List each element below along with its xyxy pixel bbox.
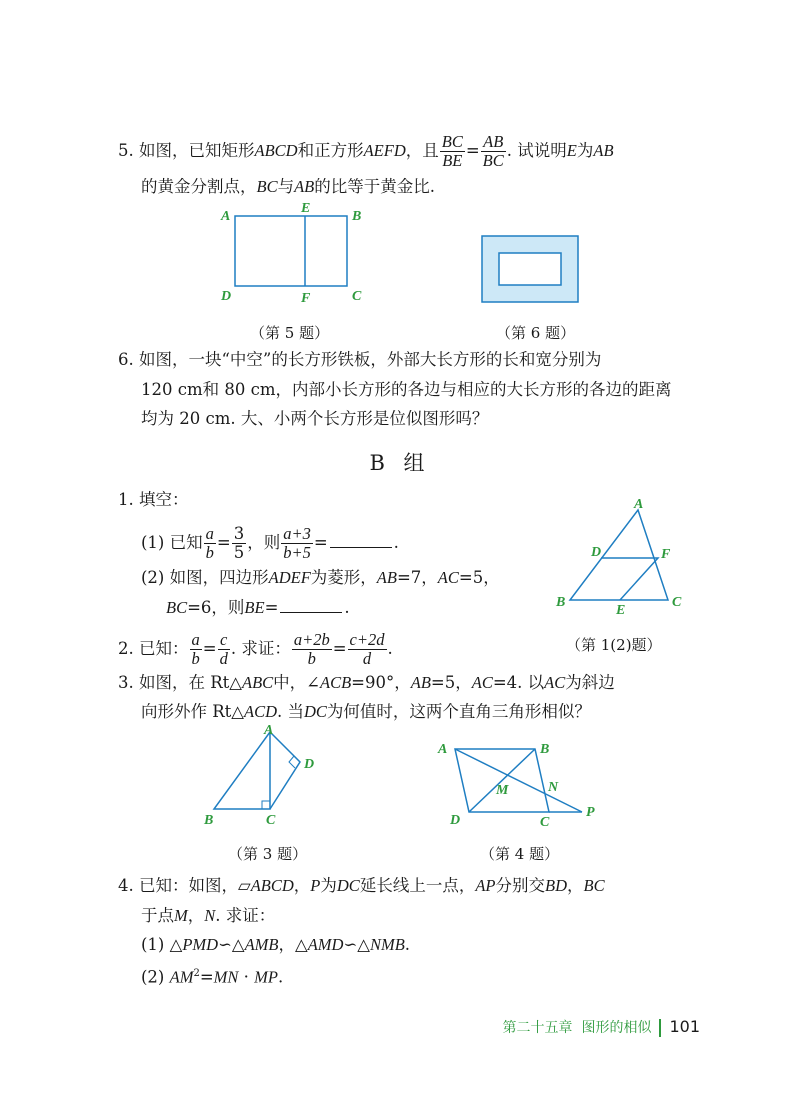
- problem-5-line-2: 的黄金分割点，BC与AB的比等于黄金比.: [141, 177, 436, 196]
- b3-line-1: 3. 如图，在 Rt△ABC中，∠ACB=90°，AB=5，AC=4. 以AC为斜边: [118, 673, 615, 692]
- b1-sub-2-line-2: BC=6，则BE= .: [166, 598, 350, 617]
- figure-3-caption: （第 3 题）: [228, 845, 308, 863]
- section-title: B 组: [369, 451, 431, 475]
- page-footer: [503, 1017, 700, 1037]
- inner-rectangle: [499, 253, 561, 285]
- b4-sub-2: (2) $AM^2=MN$ · MP.: [141, 967, 284, 987]
- label-a: A: [221, 209, 231, 224]
- label-p: P: [586, 805, 595, 820]
- b4-line-2: 于点M，N. 求证：: [141, 906, 276, 925]
- label-c: C: [266, 813, 276, 828]
- problem-5-line-1: 5. 如图，已知矩形ABCD和正方形AEFD，且 $\frac{BC}{BE}$ = $\frac{AB}{BC}$ . 试说明E为AB: [118, 132, 614, 170]
- figure-6-caption: （第 6 题）: [496, 324, 576, 342]
- right-angle-c: [262, 801, 270, 809]
- label-c: C: [540, 815, 550, 830]
- fraction-a-b: $\frac{a}{b}$: [191, 630, 200, 668]
- label-b: B: [540, 742, 550, 757]
- label-n: N: [548, 780, 559, 795]
- fraction-bc-be: $\frac{BC}{BE}$: [441, 132, 463, 170]
- problem-6-line-3: 均为 20 cm. 大、小两个长方形是位似图形吗？: [141, 409, 489, 428]
- b4-sub-1: (1) △PMD∽△AMB，△AMD∽△NMB.: [141, 935, 411, 954]
- diagonal-bd: [469, 749, 535, 812]
- label-c: C: [672, 595, 682, 610]
- chapter-title: 图形的相似: [581, 1020, 652, 1036]
- label-d: D: [221, 289, 232, 304]
- fraction-c-d: $\frac{c}{d}$: [219, 630, 228, 668]
- triangle-abc: [570, 510, 668, 600]
- figure-4-caption: （第 4 题）: [480, 845, 560, 863]
- label-m: M: [496, 783, 509, 798]
- fraction-a2b-b: $\frac{a+2b}{b}$: [293, 630, 330, 668]
- rhombus-sides: [601, 558, 658, 600]
- b4-line-1: 4. 已知：如图，▱ABCD，P为DC延长线上一点，AP分别交BD，BC: [118, 876, 605, 895]
- label-a: A: [438, 742, 448, 757]
- problem-6-line-2: 120 cm和 80 cm，内部小长方形的各边与相应的大长方形的各边的距离: [141, 380, 672, 399]
- label-e: E: [616, 603, 626, 618]
- label-a: A: [634, 497, 644, 512]
- answer-blank-1[interactable]: [330, 531, 392, 548]
- triangle-acd: [270, 732, 300, 809]
- label-a: A: [264, 724, 274, 738]
- fraction-ab-bc: $\frac{AB}{BC}$: [482, 132, 504, 170]
- label-f: F: [661, 547, 671, 562]
- b2-line: 2. 已知： $\frac{a}{b}$ = $\frac{c}{d}$ . 求证： $\frac{a+2b}{b}$ = $\frac{c+2d}{d}$ .: [118, 630, 393, 668]
- label-d: D: [591, 545, 602, 560]
- answer-blank-2[interactable]: [280, 596, 342, 613]
- label-d: D: [450, 813, 461, 828]
- figure-5: [215, 198, 375, 310]
- figure-4: [430, 734, 610, 834]
- b1-head: 1. 填空：: [118, 490, 189, 509]
- triangle-abc: [214, 732, 270, 809]
- chapter-label: 第二十五章: [502, 1020, 573, 1036]
- figure-5-caption: （第 5 题）: [250, 324, 330, 342]
- label-b: B: [556, 595, 566, 610]
- line-ap: [455, 749, 582, 812]
- footer-divider: [659, 1019, 661, 1037]
- fraction-c2d-d: $\frac{c+2d}{d}$: [349, 630, 385, 668]
- label-f: F: [301, 291, 311, 306]
- page-number: 101: [669, 1017, 700, 1036]
- b1-sub-2-line-1: (2) 如图，四边形ADEF为菱形，AB=7，AC=5，: [141, 568, 500, 587]
- b1-sub-1: (1) 已知 $\frac{a}{b}$ = $\frac{3}{5}$ ，则 $\frac{a+3}{b+5}$ = .: [141, 524, 399, 562]
- figure-b1-2: [550, 496, 690, 621]
- rectangle-abcd: [235, 216, 347, 286]
- label-e: E: [301, 201, 311, 216]
- problem-6-line-1: 6. 如图，一块“中空”的长方形铁板，外部大长方形的长和宽分别为: [118, 350, 602, 369]
- b3-line-2: 向形外作 Rt△ACD. 当DC为何值时，这两个直角三角形相似？: [141, 702, 591, 721]
- fraction-3-5: $\frac{3}{5}$: [233, 524, 245, 562]
- label-b: B: [352, 209, 362, 224]
- fraction-a-b: $\frac{a}{b}$: [205, 524, 214, 562]
- right-angle-d: [289, 756, 295, 768]
- label-c: C: [352, 289, 362, 304]
- figure-b1-2-caption: （第 1(2)题）: [566, 636, 662, 654]
- fraction-a3-b5: $\frac{a+3}{b+5}$: [283, 524, 311, 562]
- figure-3: [200, 724, 320, 829]
- label-b: B: [204, 813, 214, 828]
- figure-6: [480, 234, 580, 304]
- label-d: D: [304, 757, 315, 772]
